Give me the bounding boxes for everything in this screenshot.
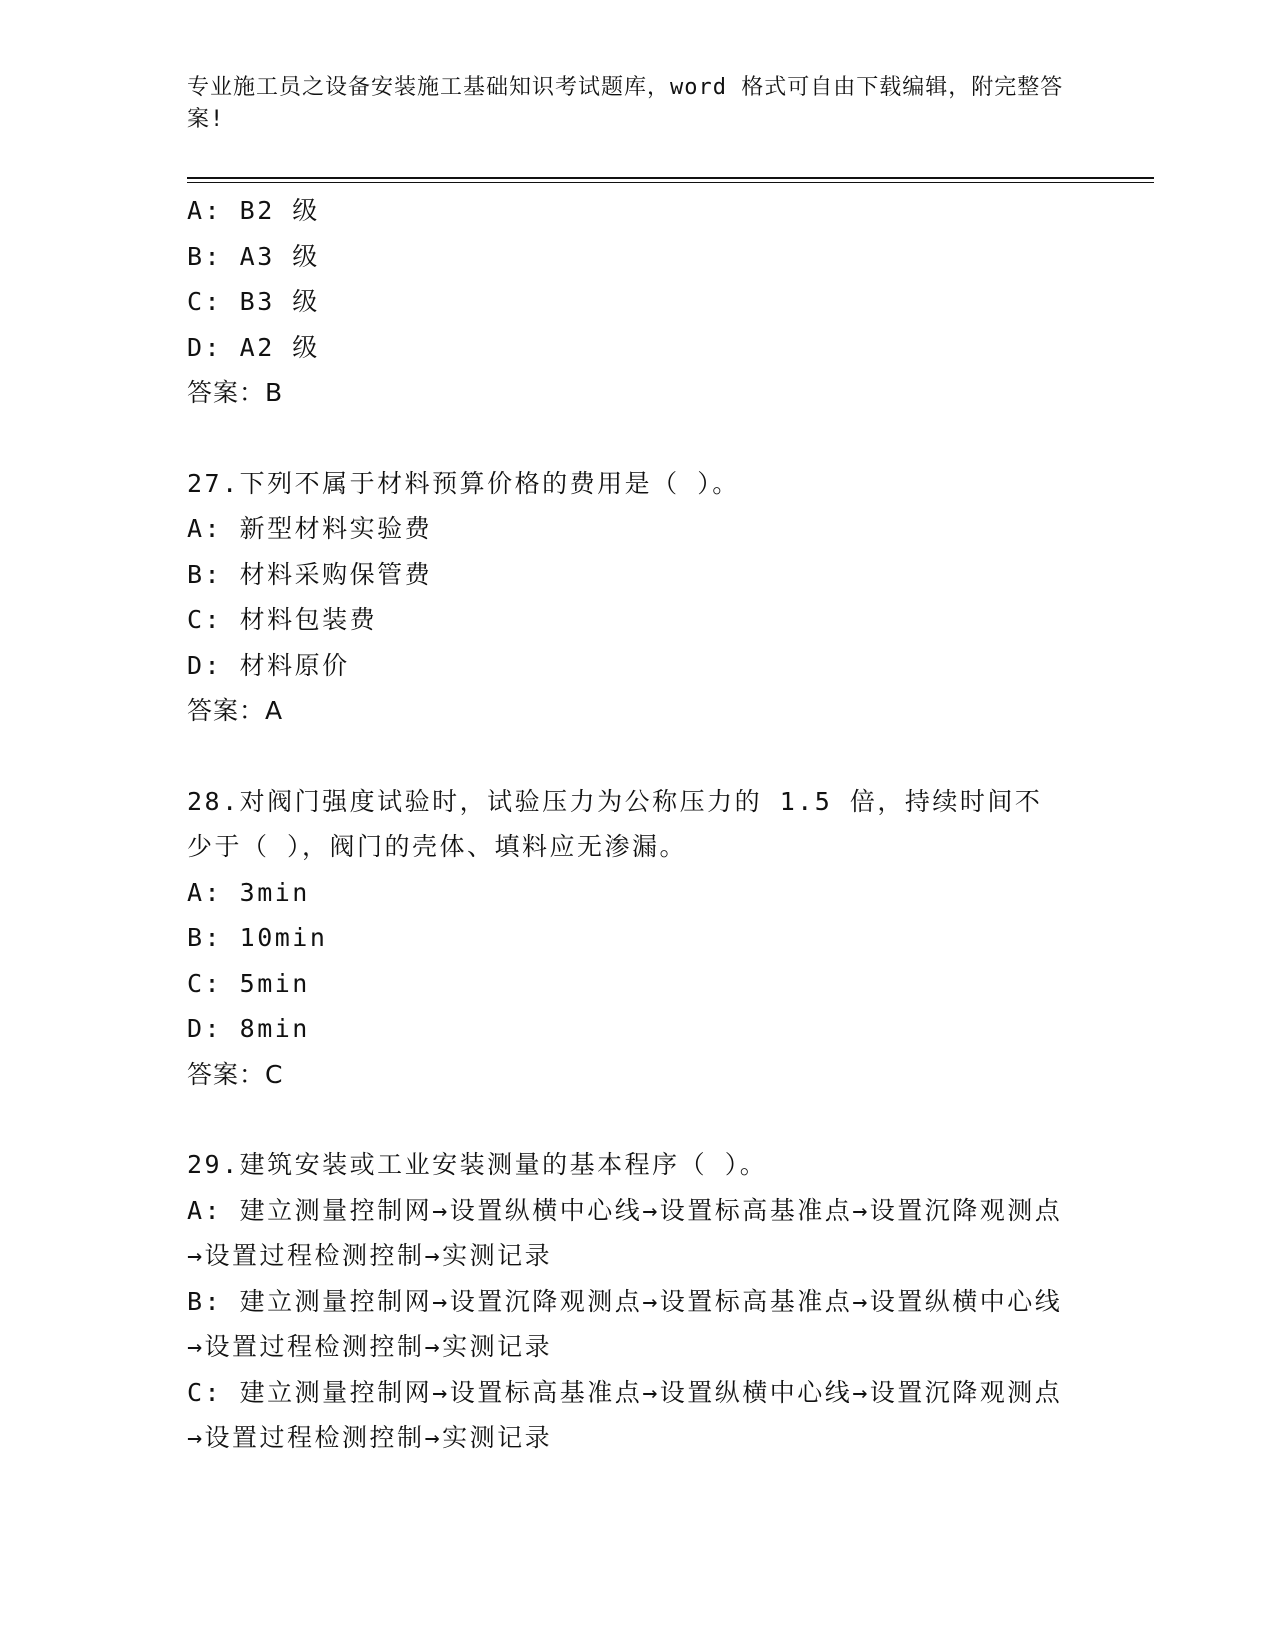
question-29 [187, 1142, 1087, 1461]
answer-line: 答案：B [187, 378, 284, 407]
spacer [187, 734, 1087, 779]
answer-line: 答案：C [187, 1059, 284, 1089]
answer-line: 答案：A [187, 696, 284, 725]
option-c: C: 建立测量控制网→设置标高基准点→设置纵横中心线→设置沉降观测点→设置过程检测控制→实测记录 [187, 1377, 1063, 1452]
spacer [187, 416, 1087, 461]
document-header: 专业施工员之设备安装施工基础知识考试题库，word 格式可自由下载编辑，附完整答案! [187, 75, 1064, 132]
header-divider-thin [187, 182, 1154, 183]
spacer [187, 1097, 1087, 1142]
option-d: D: A2 级 [187, 332, 320, 362]
question-28 [187, 779, 1087, 1098]
option-c: C: 材料包装费 [187, 605, 378, 634]
option-b: B: 建立测量控制网→设置沉降观测点→设置标高基准点→设置纵横中心线→设置过程检测控制→实测记录 [187, 1286, 1063, 1361]
question-26-partial [187, 188, 1087, 416]
option-b: B: 材料采购保管费 [187, 559, 433, 589]
question-stem: 28.对阀门强度试验时，试验压力为公称压力的 1.5 倍，持续时间不少于（ ），阀门的壳体、填料应无渗漏。 [187, 786, 1043, 861]
option-d: D: 材料原价 [187, 650, 350, 680]
question-27 [187, 461, 1087, 734]
option-c: C: B3 级 [187, 287, 320, 316]
option-a: A: 新型材料实验费 [187, 514, 433, 543]
option-b: B: 10min [187, 923, 328, 952]
question-stem: 27.下列不属于材料预算价格的费用是（ ）。 [187, 468, 740, 498]
option-d: D: 8min [187, 1014, 310, 1043]
question-stem: 29.建筑安装或工业安装测量的基本程序（ ）。 [187, 1150, 768, 1179]
option-a: A: B2 级 [187, 196, 320, 225]
option-a: A: 3min [187, 877, 310, 907]
option-c: C: 5min [187, 968, 310, 998]
option-b: B: A3 级 [187, 241, 320, 271]
option-a: A: 建立测量控制网→设置纵横中心线→设置标高基准点→设置沉降观测点→设置过程检测控制→实测记录 [187, 1195, 1063, 1270]
question-list [187, 188, 1087, 1461]
header-divider [187, 177, 1154, 179]
